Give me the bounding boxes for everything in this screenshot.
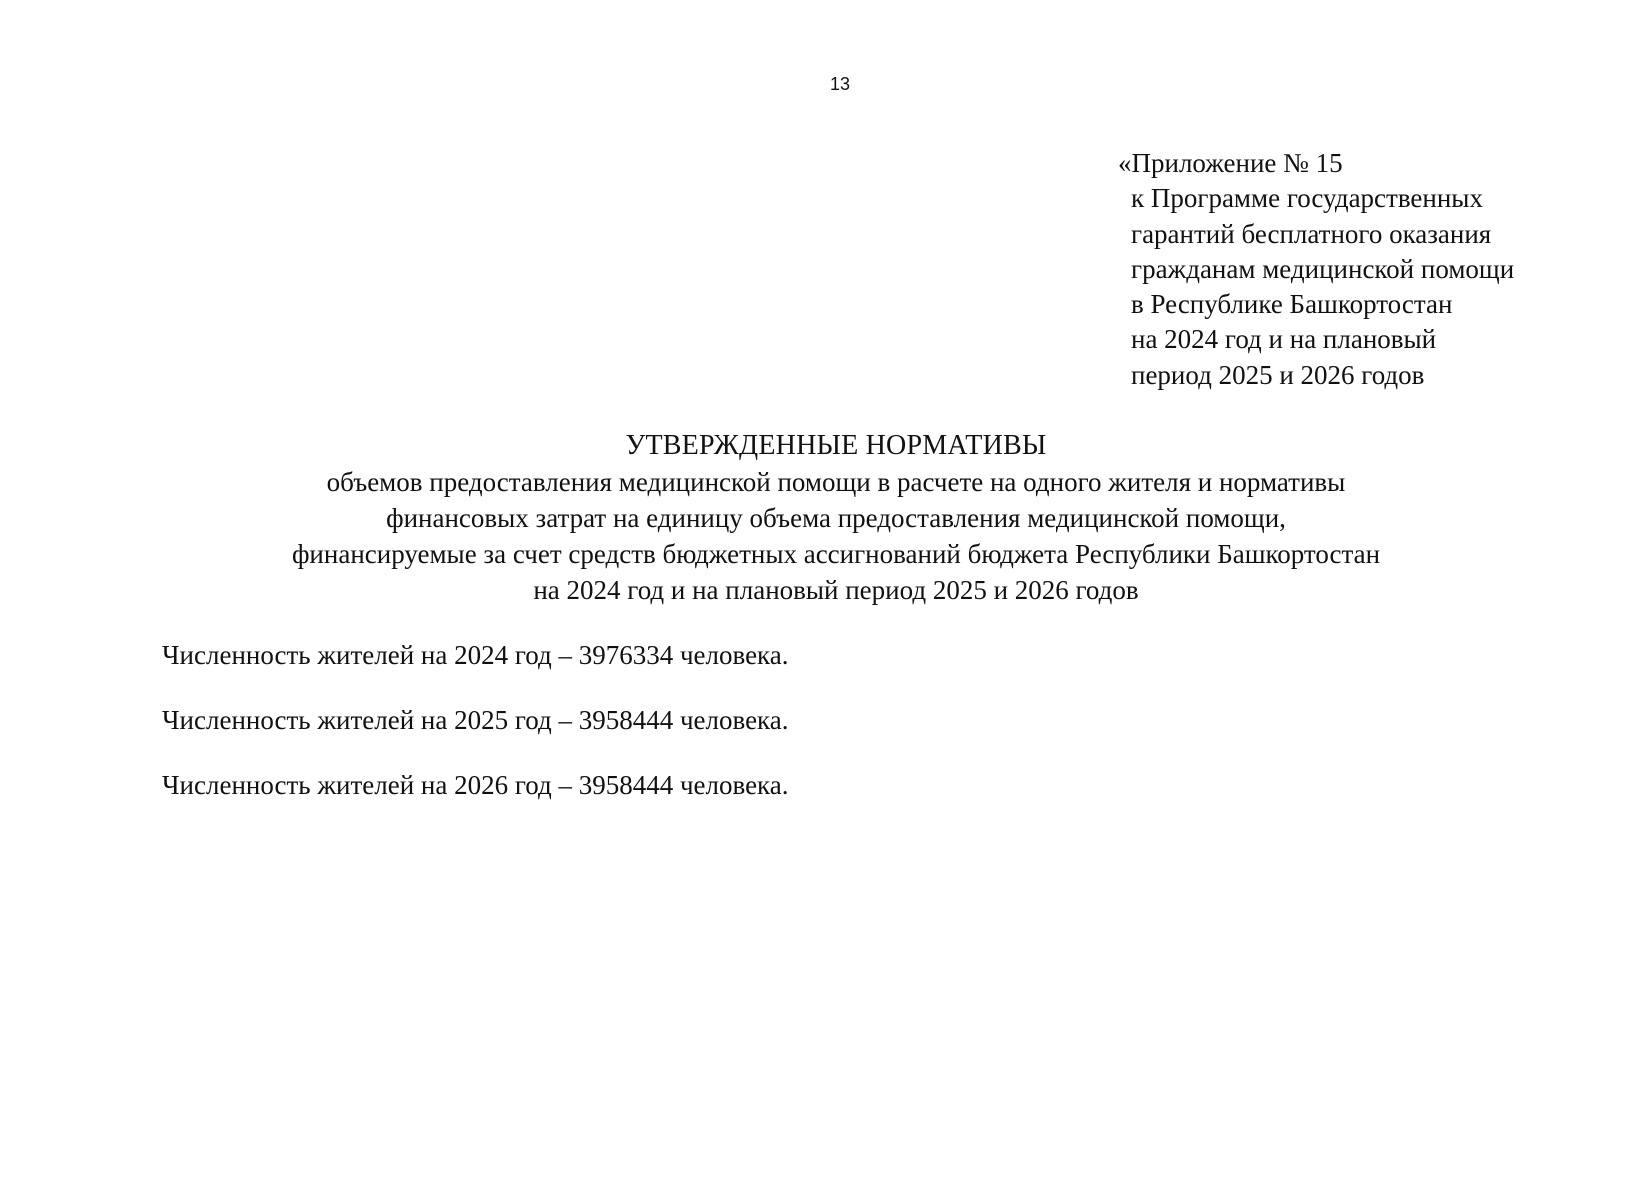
population-2024: Численность жителей на 2024 год – 3976334 человека. (162, 640, 789, 670)
appendix-line: в Республике Башкортостан (1131, 289, 1453, 320)
appendix-line: гарантий бесплатного оказания (1131, 218, 1492, 249)
appendix-line: на 2024 год и на плановый (1131, 324, 1437, 355)
document-subtitle-line: объемов предоставления медицинской помощи в расчете на одного жителя и нормативы (326, 467, 1346, 497)
document-heading (0, 428, 1632, 608)
appendix-line: гражданам медицинской помощи (1131, 253, 1515, 284)
appendix-line: период 2025 и 2026 годов (1131, 359, 1425, 390)
document-subtitle-line: финансируемые за счет средств бюджетных ассигнований бюджета Республики Башкортостан (291, 539, 1381, 569)
appendix-header (1118, 146, 1514, 393)
document-title: УТВЕРЖДЕННЫЕ НОРМАТИВЫ (625, 430, 1047, 461)
population-2025: Численность жителей на 2025 год – 3958444 человека. (162, 705, 789, 735)
population-2026: Численность жителей на 2026 год – 3958444 человека. (162, 770, 789, 800)
appendix-line: «Приложение № 15 (1118, 148, 1343, 178)
page-number: 13 (829, 74, 851, 94)
document-subtitle-line: на 2024 год и на плановый период 2025 и 2026 годов (533, 575, 1139, 605)
document-subtitle-line: финансовых затрат на единицу объема предоставления медицинской помощи, (386, 503, 1286, 533)
appendix-line: к Программе государственных (1131, 183, 1483, 214)
